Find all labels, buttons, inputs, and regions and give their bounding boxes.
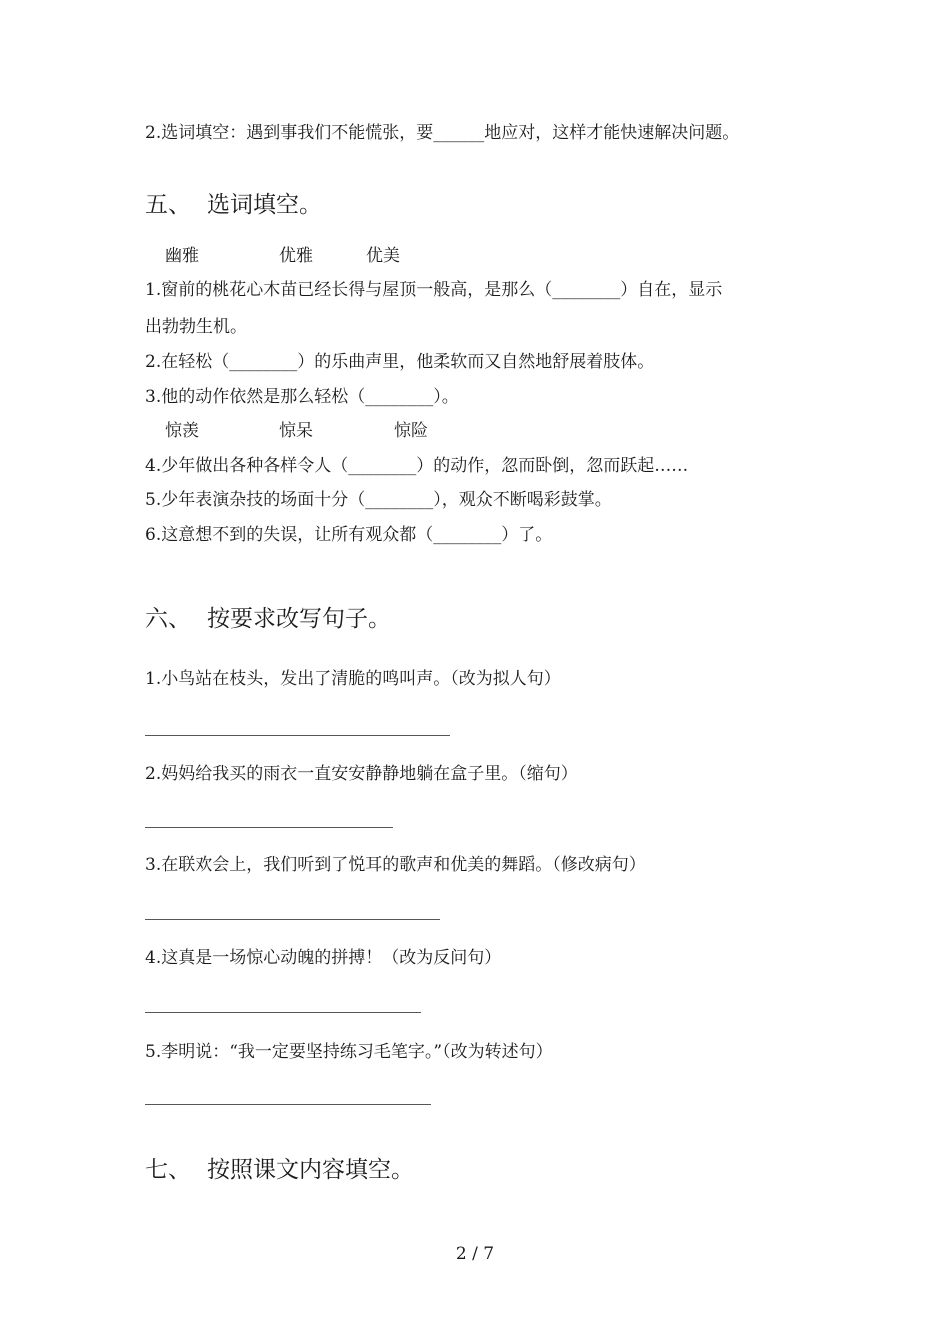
- word-option: 优雅: [279, 246, 313, 266]
- question-item-continuation: 出勃勃生机。: [145, 317, 247, 337]
- answer-line[interactable]: [145, 1012, 421, 1013]
- answer-line[interactable]: [145, 1104, 431, 1105]
- question-item: 3.他的动作依然是那么轻松（________）。: [145, 387, 459, 407]
- question-item: 6.这意想不到的失误，让所有观众都（________）了。: [145, 525, 553, 545]
- question-item: 2.选词填空：遇到事我们不能慌张，要______地应对，这样才能快速解决问题。: [145, 123, 740, 143]
- question-item: 5.李明说：“我一定要坚持练习毛笔字。”（改为转述句）: [145, 1042, 553, 1062]
- section-title: 按要求改写句子。: [207, 606, 391, 632]
- question-item: 2.在轻松（________）的乐曲声里，他柔软而又自然地舒展着肢体。: [145, 352, 655, 372]
- word-option: 幽雅: [165, 246, 199, 266]
- section-number: 七、: [145, 1157, 191, 1183]
- question-item: 2.妈妈给我买的雨衣一直安安静静地躺在盒子里。（缩句）: [145, 764, 578, 784]
- word-option: 惊险: [394, 421, 428, 441]
- page-number: 2 / 7: [455, 1244, 495, 1264]
- section-heading: [145, 1155, 414, 1185]
- question-item: 1.小鸟站在枝头，发出了清脆的鸣叫声。（改为拟人句）: [145, 669, 561, 689]
- answer-line[interactable]: [145, 735, 450, 736]
- section-heading: [145, 190, 322, 220]
- question-item: 1.窗前的桃花心木苗已经长得与屋顶一般高，是那么（________）自在，显示: [145, 280, 723, 300]
- question-item: 5.少年表演杂技的场面十分（________），观众不断喝彩鼓掌。: [145, 490, 612, 510]
- question-item: 4.这真是一场惊心动魄的拼搏！（改为反问句）: [145, 948, 502, 968]
- word-option: 惊呆: [279, 421, 313, 441]
- word-option: 惊羡: [165, 421, 199, 441]
- question-item: 4.少年做出各种各样令人（________）的动作，忽而卧倒，忽而跃起……: [145, 456, 689, 476]
- section-number: 五、: [145, 192, 191, 218]
- question-item: 3.在联欢会上，我们听到了悦耳的歌声和优美的舞蹈。（修改病句）: [145, 855, 646, 875]
- section-title: 选词填空。: [207, 192, 322, 218]
- section-title: 按照课文内容填空。: [207, 1157, 414, 1183]
- word-option: 优美: [366, 246, 400, 266]
- section-heading: [145, 604, 391, 634]
- answer-line[interactable]: [145, 919, 440, 920]
- answer-line[interactable]: [145, 827, 393, 828]
- section-number: 六、: [145, 606, 191, 632]
